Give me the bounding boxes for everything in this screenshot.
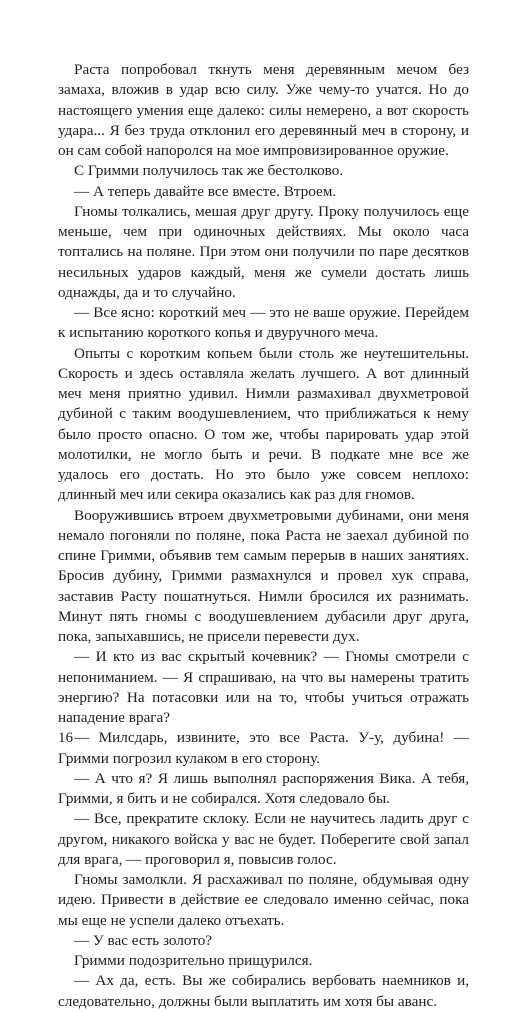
- paragraph: Раста попробовал ткнуть меня деревянным мечом без замаха, вложив в удар всю силу. Уже чему-то учатся. Но до настоящего умения еще далеко: силы немерено, а вот скорость удара... Я без труда отклонил его деревянный меч в сторону, и он сам собой напоролся на мое импровизированное оружие.: [58, 61, 469, 159]
- paragraph: — Милсдарь, извините, это все Раста. У-у, дубина! — Гримми погрозил кулаком в его сторону.: [58, 729, 469, 767]
- page-number: 16: [58, 730, 73, 746]
- paragraph: Опыты с коротким копьем были столь же неутешительны. Скорость и здесь оставляла желать лучшего. А вот длинный меч меня приятно удивил. Нимли размахивал двухметровой дубиной с таким воодушевлением, что приближаться к нему было просто опасно. О том же, чтобы парировать удар этой молотилки, не могло быть и речи. В подкате мне все же удалось его достать. Но это было уже совсем неплохо: длинный меч или секира оказались как раз для гномов.: [58, 344, 469, 504]
- paragraph: — Все, прекратите склоку. Если не научитесь ладить друг с другом, никакого войска у вас не будет. Поберегите свой запал для врага, — проговорил я, повысив голос.: [58, 810, 469, 868]
- paragraph: — Ах да, есть. Вы же собирались вербовать наемников и, следовательно, должны были выплатить им хотя бы аванс.: [58, 972, 469, 1010]
- paragraph: Гномы замолкли. Я расхаживал по поляне, обдумывая одну идею. Привести в действие ее следовало именно сейчас, пока мы еще не успели далеко отъехать.: [58, 871, 469, 929]
- paragraph: Гномы толкались, мешая друг другу. Проку получилось еще меньше, чем при одиночных действиях. Мы около часа топтались на поляне. При этом они получили по паре десятков несильных ударов каждый, меня же сумели достать лишь однажды, да и то случайно.: [58, 202, 469, 301]
- book-page-text: [58, 60, 469, 1012]
- paragraph: — У вас есть золото?: [74, 931, 213, 949]
- paragraph: Гримми подозрительно прищурился.: [74, 952, 313, 969]
- paragraph: — А что я? Я лишь выполнял распоряжения Вика. А тебя, Гримми, я бить и не собирался. Хотя следовало бы.: [58, 769, 469, 807]
- paragraph: — Все ясно: короткий меч — это не ваше оружие. Перейдем к испытанию короткого копья и двуручного меча.: [58, 304, 469, 342]
- paragraph: — А теперь давайте все вместе. Втроем.: [74, 182, 337, 200]
- paragraph: С Гримми получилось так же бестолково.: [74, 162, 344, 180]
- paragraph: Вооружившись втроем двухметровыми дубинами, они меня немало погоняли по поляне, пока Раста не заехал дубиной по спине Гримми, объявив тем самым перерыв в наших занятиях. Бросив дубину, Гримми размахнулся и провел хук справа, заставив Расту пошатнуться. Нимли бросился их разнимать. Минут пять гномы с воодушевлением дубасили друг друга, пока, запыхавшись, не присели перевести дух.: [58, 506, 469, 645]
- paragraph: — И кто из вас скрытый кочевник? — Гномы смотрели с непониманием. — Я спрашиваю, на что вы намерены тратить энергию? На потасовки или на то, чтобы учиться отражать нападение врага?: [58, 648, 469, 726]
